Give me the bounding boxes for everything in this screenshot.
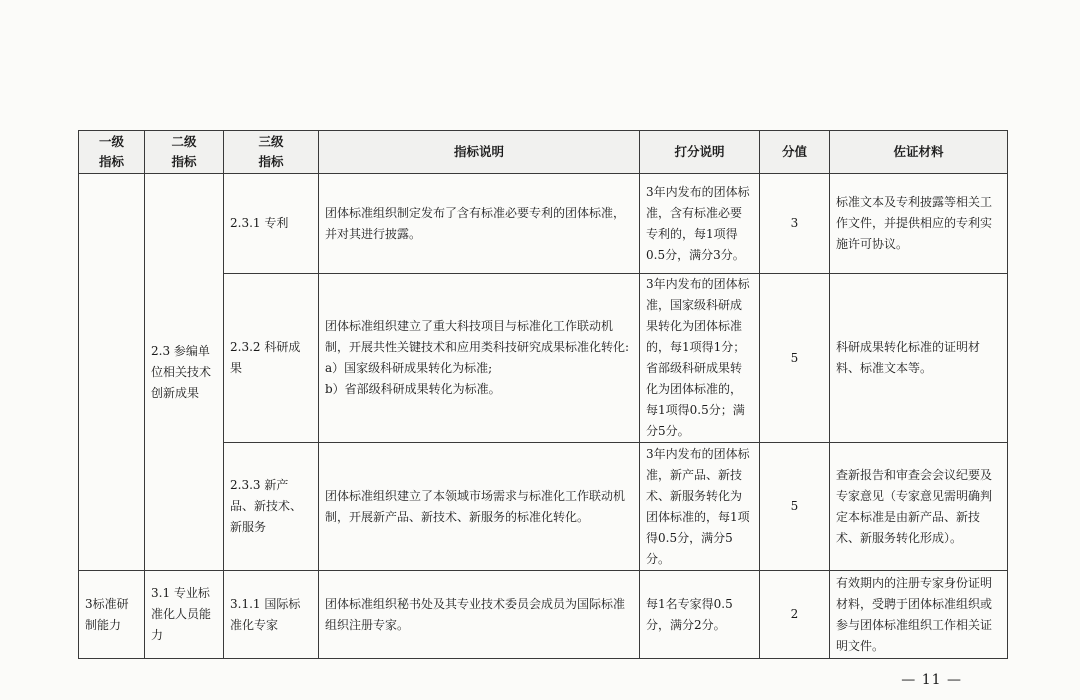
level2-cell: 2.3 参编单位相关技术创新成果 [145,174,224,571]
description-cell: 团体标准组织秘书处及其专业技术委员会成员为国际标准组织注册专家。 [319,571,640,659]
scoring-cell: 3年内发布的团体标准，新产品、新技术、新服务转化为团体标准的，每1项得0.5分，满分5分。 [640,443,760,571]
scoring-cell: 3年内发布的团体标准，含有标准必要专利的，每1项得0.5分，满分3分。 [640,174,760,274]
level3-cell: 3.1.1 国际标准化专家 [224,571,319,659]
level3-cell: 2.3.2 科研成果 [224,274,319,443]
score-cell: 3 [760,174,830,274]
score-cell: 5 [760,443,830,571]
description-cell: 团体标准组织建立了本领域市场需求与标准化工作联动机制，开展新产品、新技术、新服务的标准化转化。 [319,443,640,571]
description-cell: 团体标准组织制定发布了含有标准必要专利的团体标准，并对其进行披露。 [319,174,640,274]
header-scoring: 打分说明 [640,131,760,174]
level1-cell-empty [79,174,145,571]
indicator-table [78,130,1008,659]
level3-cell: 2.3.3 新产品、新技术、新服务 [224,443,319,571]
page-number: — 11 — [901,672,962,688]
scoring-cell: 3年内发布的团体标准，国家级科研成果转化为团体标准的，每1项得1分；省部级科研成果转化为团体标准的，每1项得0.5分；满分5分。 [640,274,760,443]
level1-cell: 3标准研制能力 [79,571,145,659]
scoring-cell: 每1名专家得0.5分，满分2分。 [640,571,760,659]
header-score: 分值 [760,131,830,174]
evidence-cell: 有效期内的注册专家身份证明材料，受聘于团体标准组织或参与团体标准组织工作相关证明文件。 [830,571,1008,659]
table-row [79,174,1008,274]
score-cell: 5 [760,274,830,443]
level2-cell: 3.1 专业标准化人员能力 [145,571,224,659]
header-level2: 二级 指标 [145,131,224,174]
table-row [79,571,1008,659]
header-level1: 一级 指标 [79,131,145,174]
header-row [79,131,1008,174]
header-evidence: 佐证材料 [830,131,1008,174]
evidence-cell: 标准文本及专利披露等相关工作文件，并提供相应的专利实施许可协议。 [830,174,1008,274]
score-cell: 2 [760,571,830,659]
header-description: 指标说明 [319,131,640,174]
level3-cell: 2.3.1 专利 [224,174,319,274]
evidence-cell: 科研成果转化标准的证明材料、标准文本等。 [830,274,1008,443]
header-level3: 三级 指标 [224,131,319,174]
evidence-cell: 查新报告和审查会会议纪要及专家意见（专家意见需明确判定本标准是由新产品、新技术、新服务转化形成）。 [830,443,1008,571]
description-cell: 团体标准组织建立了重大科技项目与标准化工作联动机制，开展共性关键技术和应用类科技研究成果标准化转化: a）国家级科研成果转化为标准; b）省部级科研成果转化为标准。 [319,274,640,443]
